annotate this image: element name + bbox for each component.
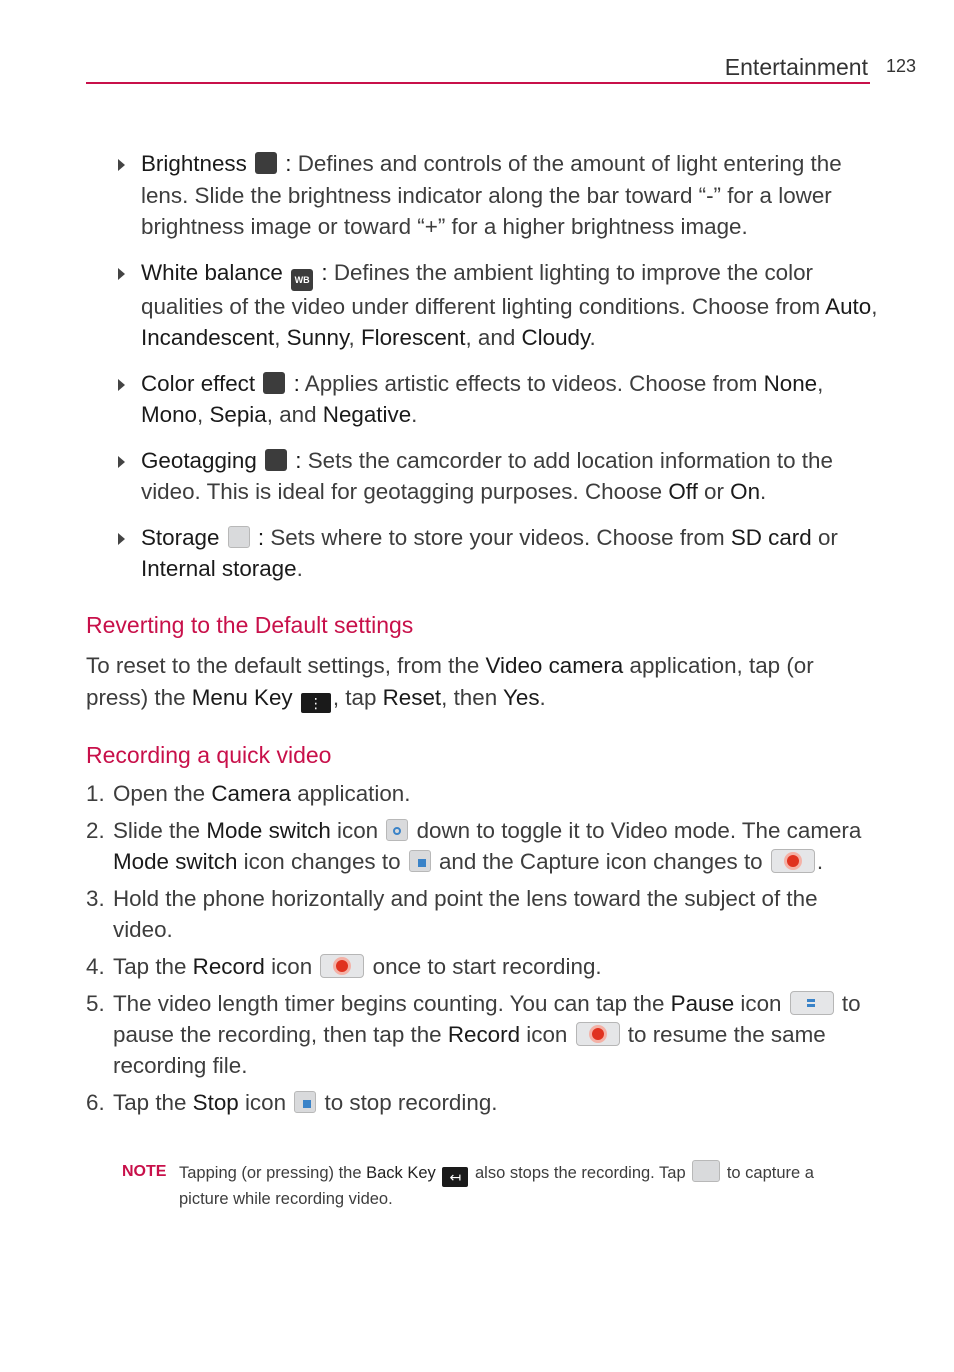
list-item: 2. Slide the Mode switch icon down to toggle it to Video mode. The camera Mode switch icon changes to and the Capture icon changes to . xyxy=(86,818,862,874)
section-title: Entertainment xyxy=(724,54,868,80)
recording-heading: Recording a quick video xyxy=(86,742,332,768)
note-label: NOTE xyxy=(122,1163,167,1180)
capture-record-icon xyxy=(771,849,815,873)
brightness-icon xyxy=(255,152,277,174)
recording-steps xyxy=(86,778,876,1124)
record-icon xyxy=(320,954,364,978)
back-key-icon: ↤ xyxy=(442,1167,468,1187)
record-icon xyxy=(576,1022,620,1046)
list-item: 5. The video length timer begins counting. You can tap the Pause icon to pause the recording, then tap the Record icon to resume the same recording file. xyxy=(86,991,861,1078)
bullet-arrow-icon xyxy=(118,379,125,391)
menu-key-icon: ⋮ xyxy=(301,693,331,713)
geotagging-icon xyxy=(265,449,287,471)
bullet-arrow-icon xyxy=(118,268,125,280)
reverting-paragraph: To reset to the default settings, from the Video camera application, tap (or press) the Menu Key ⋮ , tap Reset, then Yes. xyxy=(86,653,814,711)
note-box xyxy=(122,1160,862,1211)
page-number: 123 xyxy=(886,56,917,76)
bullet-brightness: Brightness : Defines and controls of the amount of light entering the lens. Slide the brightness indicator along the bar toward “-” for a lower brightness image or toward “+” for a higher brightness image. xyxy=(118,148,878,243)
reverting-heading: Reverting to the Default settings xyxy=(86,612,414,638)
bullet-color-effect: Color effect : Applies artistic effects to videos. Choose from None, Mono, Sepia, and Negative. xyxy=(118,368,878,431)
mode-switch-camera-icon xyxy=(386,819,408,841)
color-effect-icon xyxy=(263,372,285,394)
list-item: 1. Open the Camera application. xyxy=(86,781,411,806)
note-text: Tapping (or pressing) the Back Key ↤ also stops the recording. Tap to capture a picture while recording video. xyxy=(122,1160,862,1211)
capture-photo-icon xyxy=(692,1160,720,1182)
bullet-storage: Storage : Sets where to store your videos. Choose from SD card or Internal storage. xyxy=(118,522,878,585)
pause-icon xyxy=(790,991,834,1015)
stop-icon xyxy=(294,1091,316,1113)
page-header xyxy=(86,52,870,84)
storage-icon xyxy=(228,526,250,548)
bullet-geotagging: Geotagging : Sets the camcorder to add location information to the video. This is ideal for geotagging purposes. Choose Off or On. xyxy=(118,445,878,508)
bullet-arrow-icon xyxy=(118,159,125,171)
list-item: 6. Tap the Stop icon to stop recording. xyxy=(86,1090,498,1115)
white-balance-icon: WB xyxy=(291,269,313,291)
settings-bullet-list xyxy=(118,148,878,599)
list-item: 4. Tap the Record icon once to start recording. xyxy=(86,954,602,979)
mode-switch-video-icon xyxy=(409,850,431,872)
bullet-arrow-icon xyxy=(118,456,125,468)
bullet-white-balance: White balance WB : Defines the ambient lighting to improve the color qualities of the video under different lighting conditions. Choose from Auto, Incandescent, Sunny, Florescent, and Cloudy. xyxy=(118,257,878,354)
list-item: 3. Hold the phone horizontally and point the lens toward the subject of the video. xyxy=(86,886,818,942)
bullet-arrow-icon xyxy=(118,533,125,545)
